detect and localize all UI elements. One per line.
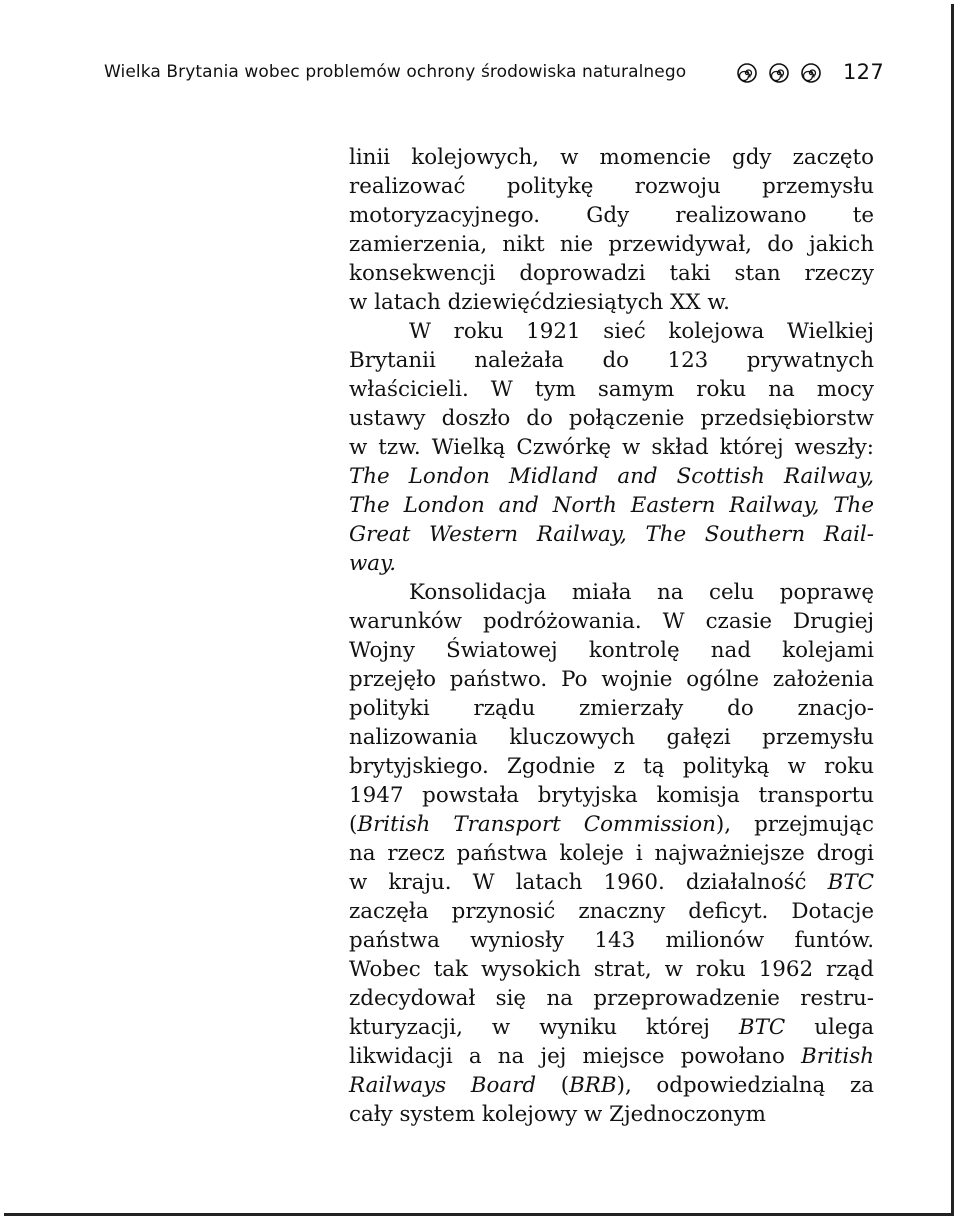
text-span: Wojny Światowej kontrolę nad kolejami: [349, 638, 874, 663]
text-span: Wobec tak wysokich strat, w roku 1962 rząd: [349, 957, 874, 982]
text-line: [349, 433, 874, 462]
text-line: [349, 607, 874, 636]
italic-text: way.: [349, 551, 397, 576]
italic-text: Great Western Railway, The Southern Rail-: [349, 522, 874, 547]
text-span: w tzw. Wielką Czwórkę w skład której weszły:: [349, 435, 874, 460]
spiral-icon: [800, 62, 822, 84]
text-span: zaczęła przynosić znaczny deficyt. Dotacje: [349, 899, 874, 924]
text-line: [349, 404, 874, 433]
text-line: [349, 1071, 874, 1100]
body-text: [349, 143, 874, 1129]
text-span: ulega: [785, 1015, 874, 1040]
italic-text: Railways Board: [349, 1073, 537, 1098]
text-span: motoryzacyjnego. Gdy realizowano te: [349, 203, 874, 228]
text-line: [349, 317, 874, 346]
text-line: [349, 868, 874, 897]
running-header: [104, 60, 884, 88]
text-span: Brytanii należała do 123 prywatnych: [349, 348, 874, 373]
page-number: 127: [843, 60, 884, 84]
text-line: [349, 897, 874, 926]
text-line: [349, 172, 874, 201]
italic-text: The London and North Eastern Railway, The: [349, 493, 874, 518]
text-span: ustawy doszło do połączenie przedsiębiorstw: [349, 406, 874, 431]
text-line: [349, 462, 874, 491]
text-span: państwa wyniosły 143 milionów funtów.: [349, 928, 874, 953]
text-span: realizować politykę rozwoju przemysłu: [349, 174, 874, 199]
text-span: zdecydował się na przeprowadzenie restru-: [349, 986, 874, 1011]
text-line: [349, 346, 874, 375]
text-span: polityki rządu zmierzały do znacjo-: [349, 696, 874, 721]
text-line: [349, 520, 874, 549]
text-line: [349, 839, 874, 868]
text-line: [349, 665, 874, 694]
text-line: [349, 143, 874, 172]
text-span: Konsolidacja miała na celu poprawę: [409, 580, 874, 605]
italic-text: BTC: [738, 1015, 786, 1040]
text-span: na rzecz państwa koleje i najważniejsze drogi: [349, 841, 874, 866]
text-line: [349, 201, 874, 230]
text-span: brytyjskiego. Zgodnie z tą polityką w roku: [349, 754, 874, 779]
text-span: konsekwencji doprowadzi taki stan rzeczy: [349, 261, 874, 286]
italic-text: BRB: [569, 1073, 617, 1098]
text-span: ), odpowiedzialną za: [616, 1073, 874, 1098]
italic-text: British: [801, 1044, 874, 1069]
text-line: [349, 230, 874, 259]
italic-text: The London Midland and Scottish Railway,: [349, 464, 874, 489]
text-line: [349, 984, 874, 1013]
spiral-icon: [736, 62, 758, 84]
text-line: [349, 723, 874, 752]
text-line: [349, 694, 874, 723]
text-line: [349, 752, 874, 781]
text-line: [349, 491, 874, 520]
italic-text: British Transport Commission: [357, 812, 716, 837]
text-line: [349, 636, 874, 665]
text-line: [349, 1013, 874, 1042]
ornament-group: [736, 62, 826, 84]
text-span: kturyzacji, w wyniku której: [349, 1015, 739, 1040]
text-span: (: [536, 1073, 570, 1098]
text-span: zamierzenia, nikt nie przewidywał, do jakich: [349, 232, 874, 257]
text-line: [349, 810, 874, 839]
text-line: [349, 1100, 874, 1129]
text-line: [349, 375, 874, 404]
italic-text: BTC: [827, 870, 874, 895]
text-span: w kraju. W latach 1960. działalność: [349, 870, 828, 895]
text-span: przejęło państwo. Po wojnie ogólne założenia: [349, 667, 874, 692]
text-span: ), przejmując: [715, 812, 874, 837]
text-span: w latach dziewięćdziesiątych XX w.: [349, 290, 730, 315]
text-line: [349, 1042, 874, 1071]
text-span: właścicieli. W tym samym roku na mocy: [349, 377, 874, 402]
running-title: Wielka Brytania wobec problemów ochrony środowiska naturalnego: [104, 62, 687, 82]
text-line: [349, 578, 874, 607]
text-line: [349, 781, 874, 810]
text-line: [349, 288, 874, 317]
text-span: (: [349, 812, 358, 837]
text-line: [349, 926, 874, 955]
text-span: warunków podróżowania. W czasie Drugiej: [349, 609, 874, 634]
text-span: W roku 1921 sieć kolejowa Wielkiej: [409, 319, 874, 344]
text-line: [349, 549, 874, 578]
text-span: likwidacji a na jej miejsce powołano: [349, 1044, 802, 1069]
text-span: linii kolejowych, w momencie gdy zaczęto: [349, 145, 874, 170]
text-span: nalizowania kluczowych gałęzi przemysłu: [349, 725, 874, 750]
text-line: [349, 955, 874, 984]
text-line: [349, 259, 874, 288]
spiral-icon: [768, 62, 790, 84]
text-span: cały system kolejowy w Zjednoczonym: [349, 1102, 766, 1127]
text-span: 1947 powstała brytyjska komisja transportu: [349, 783, 874, 808]
